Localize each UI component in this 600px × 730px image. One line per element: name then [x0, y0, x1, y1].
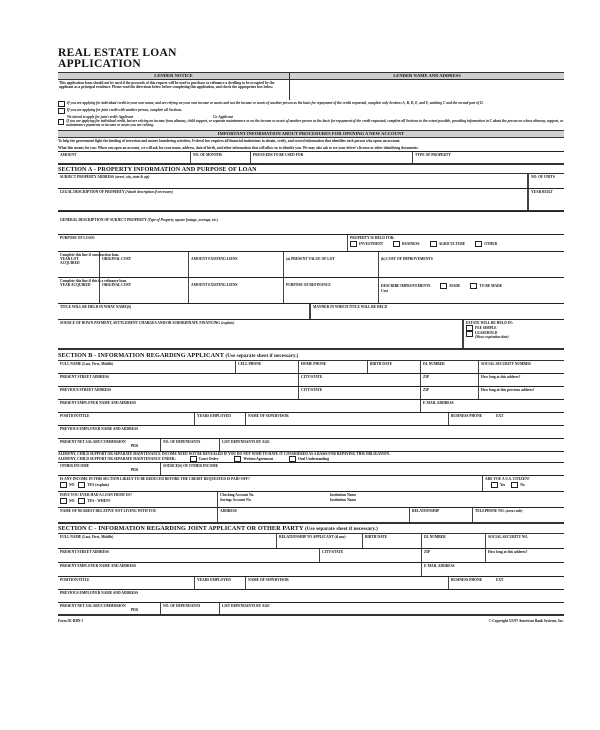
leasehold-checkbox[interactable] — [466, 331, 473, 337]
court-order-checkbox[interactable] — [190, 456, 197, 462]
b-present-address-field[interactable]: PRESENT STREET ADDRESS — [58, 374, 299, 386]
c-city-state-field[interactable]: CITY/STATE — [320, 549, 422, 562]
oral-understanding-checkbox[interactable] — [289, 456, 296, 462]
held-for-group: PROPERTY IS HELD FOR: INVESTMENT BUSINESS AGRICULTURE OTHER — [350, 236, 498, 247]
year-acquired-field[interactable]: Complete this line if this is a refinance loan. YEAR ACQUIRED — [58, 278, 100, 303]
loan-before-group: HAVE YOU EVER HAD A LOAN FROM US? NO YES - WHEN? — [58, 492, 218, 507]
citizen-yes-checkbox[interactable] — [491, 482, 498, 488]
c-years-employed-field[interactable]: YEARS EMPLOYED — [195, 577, 246, 589]
form-title: REAL ESTATE LOAN APPLICATION — [58, 47, 177, 70]
legal-description-field[interactable]: LEGAL DESCRIPTION OF PROPERTY (Attach description if necessary) — [58, 189, 528, 210]
accounts-group — [218, 492, 564, 507]
copyright-notice: © Copyright 5/5/97 American Bank Systems, Inc. — [488, 619, 564, 624]
c-present-address-field[interactable]: PRESENT STREET ADDRESS — [58, 549, 320, 562]
income-reduced-group: IS ANY INCOME IN THIS SECTION LIKELY TO BE REDUCED BEFORE THE CREDIT REQUESTED IS PAID-OFF? NO YES (explain) — [58, 476, 483, 491]
made-checkbox[interactable] — [440, 283, 447, 289]
c-zip-field[interactable]: ZIP — [422, 549, 486, 562]
proceeds-field[interactable]: PROCEEDS TO BE USED FOR — [251, 152, 413, 163]
general-description-field[interactable]: GENERAL DESCRIPTION OF SUBJECT PROPERTY (Type of Property, square footage, acreage, etc.) — [60, 218, 219, 223]
cost-improvements-field[interactable]: (b) COST OF IMPROVEMENTS — [381, 257, 433, 262]
b-how-long-field[interactable]: How long at this address? — [481, 375, 521, 380]
c-relationship-field[interactable]: RELATIONSHIP TO APPLICANT (if any) — [277, 534, 363, 548]
b-zip-field[interactable]: ZIP — [421, 374, 479, 386]
savings-institution-field[interactable]: Institution Name — [330, 498, 357, 503]
b-how-long-prev-field[interactable]: How long at this previous address? — [481, 388, 535, 393]
relative-relationship-field[interactable]: RELATIONSHIP — [410, 508, 473, 522]
b-list-dependants-field[interactable]: LIST DEPENDANTS BY AGE — [222, 440, 270, 445]
estate-held-group: ESTATE WILL BE HELD IN: FEE SIMPLE LEASEHOLD (Show expiration date) — [463, 320, 564, 348]
c-how-long-field[interactable]: How long at this address? — [488, 550, 528, 555]
present-value-lot-field[interactable]: (a) PRESENT VALUE OF LOT — [284, 252, 379, 277]
c-supervisor-field[interactable]: NAME OF SUPERVISOR — [246, 577, 449, 589]
b-no-dependants-field[interactable]: NO. OF DEPENDANTS — [161, 439, 220, 451]
b-present-employer-field[interactable]: PRESENT EMPLOYER NAME AND ADDRESS — [58, 400, 421, 412]
section-b-header: SECTION B - INFORMATION REGARDING APPLICANT (Use separate sheet if necessary.) — [58, 352, 564, 361]
c-dl-number-field[interactable]: DL NUMBER — [422, 534, 486, 548]
b-ssn-field[interactable]: SOCIAL SECURITY NUMBER — [481, 362, 531, 367]
c-business-phone-field[interactable]: BUSINESS PHONE EXT — [451, 578, 504, 583]
b-prev-zip-field[interactable]: ZIP — [421, 387, 479, 399]
improvements-group: DESCRIBE IMPROVEMENTS MADE TO BE MADE Cost — [381, 284, 503, 294]
c-no-dependants-field[interactable]: NO. OF DEPENDANTS — [161, 603, 220, 614]
b-prev-city-state-field[interactable]: CITY/STATE — [299, 387, 421, 399]
construction-liens-field[interactable]: AMOUNT EXISTING LIENS — [189, 252, 284, 277]
b-home-phone-field[interactable]: HOME PHONE — [299, 361, 368, 373]
construction-row — [58, 252, 564, 278]
c-birth-date-field[interactable]: BIRTH DATE — [363, 534, 422, 548]
b-email-field[interactable]: E-MAIL ADDRESS — [423, 401, 454, 406]
section-c-header: SECTION C - INFORMATION REGARDING JOINT APPLICANT OR OTHER PARTY (Use separate sheet if necessary.) — [58, 525, 564, 534]
purpose-refinance-field[interactable]: PURPOSE OF REFINANCE — [284, 278, 379, 303]
other-checkbox[interactable] — [475, 241, 482, 247]
lender-name-field[interactable] — [290, 80, 564, 100]
loan-application-form: REAL ESTATE LOAN APPLICATION LENDER NOTICE This application form should not be used if the proceeds of this request will be used to purchase or refinance a dwelling to be occupied by the applicant as a principal residence. Please read the directions below before completing this application, and check the appropriate box below. LENDER NAME AND ADDRESS If you are applying for individual credit in your own name, and are relying on your own income or assets and not the income or assets of another person as the basis for repayment of the credit requested, complete only Sections A, B, D, E, and F, omitting C and the second part of D. If you are applying for joint credit with another person, complete all Sections. We intend to apply for joint credit: Applicant Co-Applicant If you are applying for individual credit, but are relying on income from alimony, child support, or separate maintenance or on the income or assets of another person as the basis for repayment of the credit requested, complete all Sections to the extent possible, providing information in C about the person on whose alimony, support, or maintenance payments or income or assets you are relying. IMPORTANT INFORMATION ABOUT PROCEDURES FOR OPENING A NEW ACCOUNT To help the government fight the funding of terrorism and money laundering activities, Federal law requires all financial institutions to obtain, verify, and record information that identifies each person who opens an account. What this means for you: When you open an account, we will ask for your name, address, date of birth, and other information that will allow us to identify you. We may also ask to see your driver's license or other identifying documents. AMOUNT NO. OF MONTHS PROCEEDS TO BE USED FOR TYPE OF PROPERTY SECTION A - PROPERTY INFORMATION AND PURPOSE OF LOAN SUBJECT PROPERTY ADDRESS (street, city, state & zip) NO. OF UNITS LEGAL DESCRIPTION OF PROPERTY (Attach description if necessary) YEAR BUILT GENERAL DESCRIPTION OF SUBJECT PROPERTY (Type of Property, square footage, acreage, etc.) PURPOSE OF LOAN: PROPERTY IS HELD FOR: INVESTMENT BUSINESS AGRICULTURE OTHER Complete this line if construction loan. YEAR LOT ACQUIRED ORIGINAL COST AMOUNT EXISTING LIENS (a) PRESENT VALUE OF LOT (b) COST OF IMPROVEMENTS Complete this line if this is a refinance loan. YEAR ACQUIRED ORIGINAL COST AMOUNT EXISTING LIENS PURPOSE OF REFINANCE DESCRIBE IMPROVEMENTS MADE TO BE MADE Cost TITLE WILL BE HELD IN WHAT NAME(S) MANNER IN WHICH TITLE WILL BE HELD SOURCE OF DOWN PAYMENT, SETTLEMENT CHARGES AND/OR SUBORDINATE FINANCING (explain) ESTATE WILL BE HELD IN: FEE SIMPLE LEASEHOLD (Show expiration date) SECTION B - INFORMATION REGARDING APPLICANT (Use separate sheet if necessary.) FULL NAME (Last, First, Middle) CELL PHONE HOME PHONE BIRTH DATE DL NUMBER SOCIAL SECURITY NUMBER PRESENT STREET ADDRESS CITY/STATE ZIP How long at this address? PREVIOUS STREET ADDRESS CITY/STATE ZIP How long at this previous address? PRESENT EMPLOYER NAME AND ADDRESS E-MAIL ADDRESS POSITION/TITLE YEARS EMPLOYED NAME OF SUPERVISOR BUSINESS PHONE EXT PREVIOUS EMPLOYER NAME AND ADDRESS PRESENT NET SALARY/COMMISSION PER NO. OF DEPENDANTS LIST DEPENDANTS BY AGE ALIMONY, CHILD SUPPORT OR SEPARATE MAINTENANCE INCOME NEED NOT BE REVEALED IF YOU DO NOT WISH TO HAVE IT CONSIDERED AS A BASIS FOR REPAYING THIS OBLIGATION. ALIMONY, CHILD SUPPORT OR SEPARATE MAINTENANCE UNDER: Court Order Written Agreement Oral Understanding OTHER INCOME PER SOURCE(S) OF OTHER INCOME IS ANY INCOME IN THIS SECTION LIKELY TO BE REDUCED BEFORE THE CREDIT REQUESTED IS PAID-OFF? NO YES (explain) ARE YOU A U.S. CITIZEN? Yes No HAVE YOU EVER HAD A LOAN FROM US? NO YES - WHEN? Checking Account No. Institution Name Savings Account No. Institution Name NAME OF NEAREST RELATIVE NOT LIVING WITH YOU ADDRESS RELATIONSHIP TELEPHONE NO. (area code) SECTION C - INFORMATION REGARDING JOINT APPLICANT OR OTHER PARTY (Use separate sheet if necessary.) FULL NAME (Last, First, Middle) RELATIONSHIP TO APPLICANT (if any) BIRTH DATE DL NUMBER SOCIAL SECURITY NO. PRESENT STREET ADDRESS CITY/STATE ZIP How long at this address? PRESENT EMPLOYER NAME AND ADDRESS E-MAIL ADDRESS POSITION/TITLE YEARS EMPLOYED NAME OF SUPERVISOR BUSINESS PHONE EXT PREVIOUS EMPLOYER NAME AND ADDRESS PRESENT NET SALARY/COMMISSION PER NO. OF DEPENDANTS LIST DEPENDANTS BY AGE Form 5E-RBN 1 © Copyright 5/5/97 American Bank Systems, Inc. — [58, 47, 564, 624]
lender-notice-header: LENDER NOTICE — [58, 72, 289, 80]
loan-before-no-checkbox[interactable] — [60, 498, 67, 504]
purpose-field[interactable]: PURPOSE OF LOAN: — [58, 235, 348, 251]
written-agreement-checkbox[interactable] — [234, 456, 241, 462]
form-footer — [58, 619, 564, 623]
year-lot-acquired-field[interactable]: Complete this line if construction loan. YEAR LOT ACQUIRED — [58, 252, 100, 277]
b-city-state-field[interactable]: CITY/STATE — [299, 374, 421, 386]
lender-notice-text: This application form should not be used if the proceeds of this request will be used to purchase or refinance a dwelling to be occupied by the applicant as a principal residence. Please read the directions below before completing this application, and check the appropriate box below. — [59, 81, 275, 90]
loan-before-yes-checkbox[interactable] — [78, 498, 85, 504]
year-built-field[interactable]: YEAR BUILT — [528, 189, 564, 210]
c-present-employer-field[interactable]: PRESENT EMPLOYER NAME AND ADDRESS — [58, 563, 422, 576]
property-type-field[interactable]: TYPE OF PROPERTY — [415, 153, 451, 158]
b-previous-address-field[interactable]: PREVIOUS STREET ADDRESS — [58, 387, 299, 399]
c-email-field[interactable]: E-MAIL ADDRESS — [424, 564, 455, 569]
agriculture-checkbox[interactable] — [430, 241, 437, 247]
checking-institution-field[interactable]: Institution Name — [330, 493, 357, 498]
b-other-income-field[interactable]: OTHER INCOME PER — [58, 463, 161, 475]
refinance-liens-field[interactable]: AMOUNT EXISTING LIENS — [189, 278, 284, 303]
loan-details-row — [58, 152, 564, 165]
section-a-header: SECTION A - PROPERTY INFORMATION AND PURPOSE OF LOAN — [58, 166, 564, 174]
nearest-relative-field[interactable]: NAME OF NEAREST RELATIVE NOT LIVING WITH YOU — [58, 508, 218, 522]
c-position-field[interactable]: POSITION/TITLE — [58, 577, 195, 589]
reduced-yes-checkbox[interactable] — [78, 482, 85, 488]
checking-account-field[interactable]: Checking Account No. — [220, 493, 255, 498]
b-dl-number-field[interactable]: DL NUMBER — [421, 361, 479, 373]
citizen-no-checkbox[interactable] — [511, 482, 518, 488]
months-field[interactable]: NO. OF MONTHS — [191, 152, 251, 163]
reliant-credit-checkbox[interactable] — [58, 119, 64, 125]
subject-address-field[interactable]: SUBJECT PROPERTY ADDRESS (street, city, state & zip) — [58, 174, 528, 188]
investment-checkbox[interactable] — [350, 241, 357, 247]
alimony-notice: ALIMONY, CHILD SUPPORT OR SEPARATE MAINTENANCE INCOME NEED NOT BE REVEALED IF YOU DO NOT WISH TO HAVE IT CONSIDERED AS A BASIS FOR REPAYING THIS OBLIGATION. — [58, 452, 390, 457]
c-net-salary-field[interactable]: PRESENT NET SALARY/COMMISSION PER — [58, 603, 161, 614]
c-full-name-field[interactable]: FULL NAME (Last, First, Middle) — [58, 534, 277, 548]
b-net-salary-field[interactable]: PRESENT NET SALARY/COMMISSION PER — [58, 439, 161, 451]
relative-address-field[interactable]: ADDRESS — [218, 508, 410, 522]
b-previous-employer-field[interactable]: PREVIOUS EMPLOYER NAME AND ADDRESS — [60, 427, 139, 432]
refinance-row — [58, 278, 564, 304]
amount-field[interactable]: AMOUNT — [58, 152, 191, 163]
reduced-no-checkbox[interactable] — [60, 482, 67, 488]
c-list-dependants-field[interactable]: LIST DEPENDANTS BY AGE — [222, 604, 270, 609]
lender-name-header: LENDER NAME AND ADDRESS — [290, 72, 564, 80]
b-years-employed-field[interactable]: YEARS EMPLOYED — [195, 413, 246, 425]
b-position-field[interactable]: POSITION/TITLE — [58, 413, 195, 425]
refinance-original-cost-field[interactable]: ORIGINAL COST — [100, 278, 189, 303]
c-previous-employer-field[interactable]: PREVIOUS EMPLOYER NAME AND ADDRESS — [60, 591, 139, 596]
source-down-payment-field[interactable]: SOURCE OF DOWN PAYMENT, SETTLEMENT CHARGES AND/OR SUBORDINATE FINANCING (explain) — [58, 320, 463, 348]
relative-telephone-field[interactable]: TELEPHONE NO. (area code) — [475, 509, 523, 514]
savings-account-field[interactable]: Savings Account No. — [220, 498, 252, 503]
no-units-field[interactable]: NO. OF UNITS — [528, 174, 564, 188]
manner-title-field[interactable]: MANNER IN WHICH TITLE WILL BE HELD — [310, 304, 564, 319]
individual-credit-checkbox[interactable] — [58, 101, 65, 107]
form-number: Form 5E-RBN 1 — [58, 619, 84, 624]
joint-credit-checkbox[interactable] — [58, 108, 65, 114]
construction-original-cost-field[interactable]: ORIGINAL COST — [100, 252, 189, 277]
alimony-under-group: ALIMONY, CHILD SUPPORT OR SEPARATE MAINTENANCE UNDER: Court Order Written Agreement Oral Understanding — [58, 456, 564, 463]
b-business-phone-field[interactable]: BUSINESS PHONE EXT — [451, 414, 504, 419]
c-ssn-field[interactable]: SOCIAL SECURITY NO. — [488, 535, 529, 540]
applicant-type-options: If you are applying for individual credit in your own name, and are relying on your own income or assets and not the income or assets of another person as the basis for repayment of the credit requested, complete only Sections A, B, D, E, and F, omitting C and the second part of D. If you are applying for joint credit with another person, complete all Sections. We intend to apply for joint credit: Applicant Co-Applicant If you are applying for individual credit, but are relying on income from alimony, child support, or separate maintenance or on the income or assets of another person as the basis for repayment of the credit requested, complete all Sections to the extent possible, providing information in C about the person on whose alimony, support, or maintenance payments or income or assets you are relying. — [58, 101, 564, 128]
b-birth-date-field[interactable]: BIRTH DATE — [368, 361, 421, 373]
important-info-header: IMPORTANT INFORMATION ABOUT PROCEDURES FOR OPENING A NEW ACCOUNT — [58, 130, 564, 138]
b-sources-other-field[interactable]: SOURCE(S) OF OTHER INCOME — [163, 464, 219, 469]
b-supervisor-field[interactable]: NAME OF SUPERVISOR — [246, 413, 449, 425]
b-full-name-field[interactable]: FULL NAME (Last, First, Middle) — [58, 361, 236, 373]
b-cell-phone-field[interactable]: CELL PHONE — [236, 361, 299, 373]
citizen-group: ARE YOU A U.S. CITIZEN? Yes No — [485, 477, 530, 488]
to-be-made-checkbox[interactable] — [470, 283, 477, 289]
notice-block — [58, 72, 564, 100]
business-checkbox[interactable] — [393, 241, 400, 247]
title-names-field[interactable]: TITLE WILL BE HELD IN WHAT NAME(S) — [58, 304, 310, 319]
